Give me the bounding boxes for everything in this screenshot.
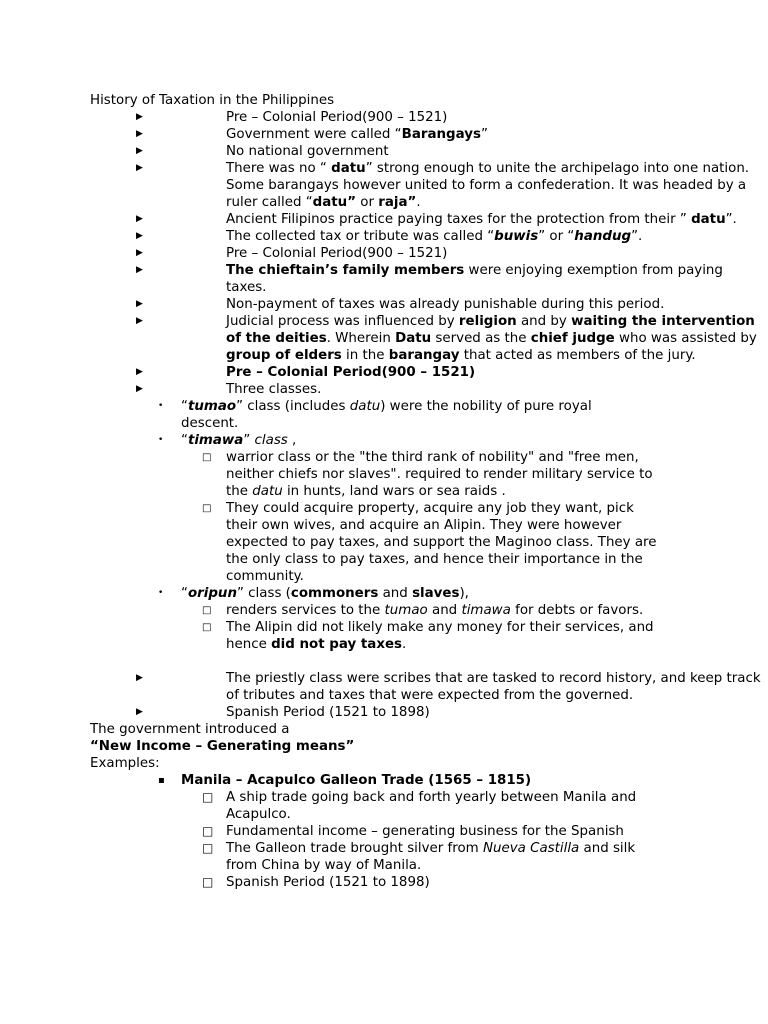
- square-bullet-icon: ▪: [158, 775, 165, 786]
- arrow-bullet-icon: ▶: [136, 214, 143, 224]
- arrow-bullet-icon: ▶: [136, 231, 143, 241]
- arrow-bullet-icon: ▶: [136, 673, 143, 683]
- arrow-bullet-icon: ▶: [136, 163, 143, 173]
- gov-intro: The government introduced a: [90, 722, 290, 737]
- galleon-item: □ Spanish Period (1521 to 1898): [202, 875, 430, 890]
- dot-bullet-icon: •: [158, 588, 164, 598]
- galleon-item: □ Fundamental income – generating business for the Spanish: [202, 824, 624, 839]
- list-item: ▶ The chieftain’s family members were enjoying exemption from paying taxes.: [136, 263, 723, 295]
- list-item: ▶ Government were called “Barangays”: [136, 127, 488, 142]
- arrow-bullet-icon: ▶: [136, 112, 143, 122]
- checkbox-bullet-icon: □: [202, 622, 212, 633]
- checkbox-bullet-icon: □: [202, 875, 214, 889]
- list-item: ▶ Pre – Colonial Period(900 – 1521): [136, 365, 476, 380]
- arrow-bullet-icon: ▶: [136, 367, 143, 377]
- arrow-bullet-icon: ▶: [136, 248, 143, 258]
- galleon-heading: ▪ Manila – Acapulco Galleon Trade (1565 – 1815): [158, 773, 532, 788]
- galleon-item: □ The Galleon trade brought silver from Nueva Castilla and silk from China by way of Manila.: [202, 841, 636, 873]
- class-item: • “timawa” class ,: [158, 433, 297, 448]
- dot-bullet-icon: •: [158, 401, 164, 411]
- checkbox-bullet-icon: □: [202, 605, 212, 616]
- list-item: ▶ Pre – Colonial Period(900 – 1521): [136, 246, 448, 261]
- list-item: ▶ Spanish Period (1521 to 1898): [136, 705, 430, 720]
- checkbox-bullet-icon: □: [202, 824, 214, 838]
- checkbox-bullet-icon: □: [202, 841, 214, 855]
- list-item: ▶ There was no “ datu” strong enough to unite the archipelago into one nation. Some barangays however united to form a confederation. It was headed by a ruler called “datu” or raja”.: [136, 161, 750, 210]
- arrow-bullet-icon: ▶: [136, 707, 143, 717]
- class-detail-item: □ warrior class or the "the third rank of nobility" and "free men, neither chiefs nor slaves". required to render military service to the datu in hunts, land wars or sea raids .: [202, 450, 653, 499]
- checkbox-bullet-icon: □: [202, 503, 212, 514]
- class-item: • “tumao” class (includes datu) were the nobility of pure royal descent.: [158, 399, 592, 431]
- new-income-heading: “New Income – Generating means”: [90, 739, 355, 754]
- list-item: ▶ No national government: [136, 144, 389, 159]
- three-classes-list: [90, 398, 748, 653]
- class-detail-item: □ The Alipin did not likely make any money for their services, and hence did not pay taxes.: [202, 620, 654, 652]
- doc-title: History of Taxation in the Philippines: [90, 93, 335, 108]
- class-item: • “oripun” class (commoners and slaves),: [158, 586, 469, 601]
- arrow-bullet-icon: ▶: [136, 384, 143, 394]
- list-item: ▶ Judicial process was influenced by religion and by waiting the intervention of the deities. Wherein Datu served as the chief judge who was assisted by group of elders in the barangay that acted as members of the jury.: [136, 314, 757, 363]
- list-item: ▶ Non-payment of taxes was already punishable during this period.: [136, 297, 665, 312]
- arrow-bullet-icon: ▶: [136, 299, 143, 309]
- galleon-item: □ A ship trade going back and forth yearly between Manila and Acapulco.: [202, 790, 637, 822]
- list-item: ▶ The collected tax or tribute was called “buwis” or “handug”.: [136, 229, 643, 244]
- galleon-list: [90, 772, 748, 891]
- dot-bullet-icon: •: [158, 435, 164, 445]
- list-item: ▶ Three classes.: [136, 382, 322, 397]
- list-item: ▶ The priestly class were scribes that are tasked to record history, and keep track of tributes and taxes that were expected from the governed.: [136, 671, 761, 703]
- checkbox-bullet-icon: □: [202, 790, 214, 804]
- arrow-bullet-icon: ▶: [136, 146, 143, 156]
- arrow-bullet-icon: ▶: [136, 316, 143, 326]
- checkbox-bullet-icon: □: [202, 452, 212, 463]
- arrow-bullet-icon: ▶: [136, 265, 143, 275]
- class-detail-item: □ They could acquire property, acquire any job they want, pick their own wives, and acquire an Alipin. They were however expected to pay taxes, and support the Maginoo class. They are the only class to pay taxes, and hence their importance in the community.: [202, 501, 657, 584]
- priestly-spanish-list: [90, 670, 761, 721]
- list-item: ▶ Pre – Colonial Period(900 – 1521): [136, 110, 448, 125]
- list-item: ▶ Ancient Filipinos practice paying taxes for the protection from their ” datu”.: [136, 212, 737, 227]
- pre-colonial-list: [90, 109, 757, 398]
- arrow-bullet-icon: ▶: [136, 129, 143, 139]
- examples-label: Examples:: [90, 756, 160, 771]
- class-detail-item: □ renders services to the tumao and timawa for debts or favors.: [202, 603, 644, 618]
